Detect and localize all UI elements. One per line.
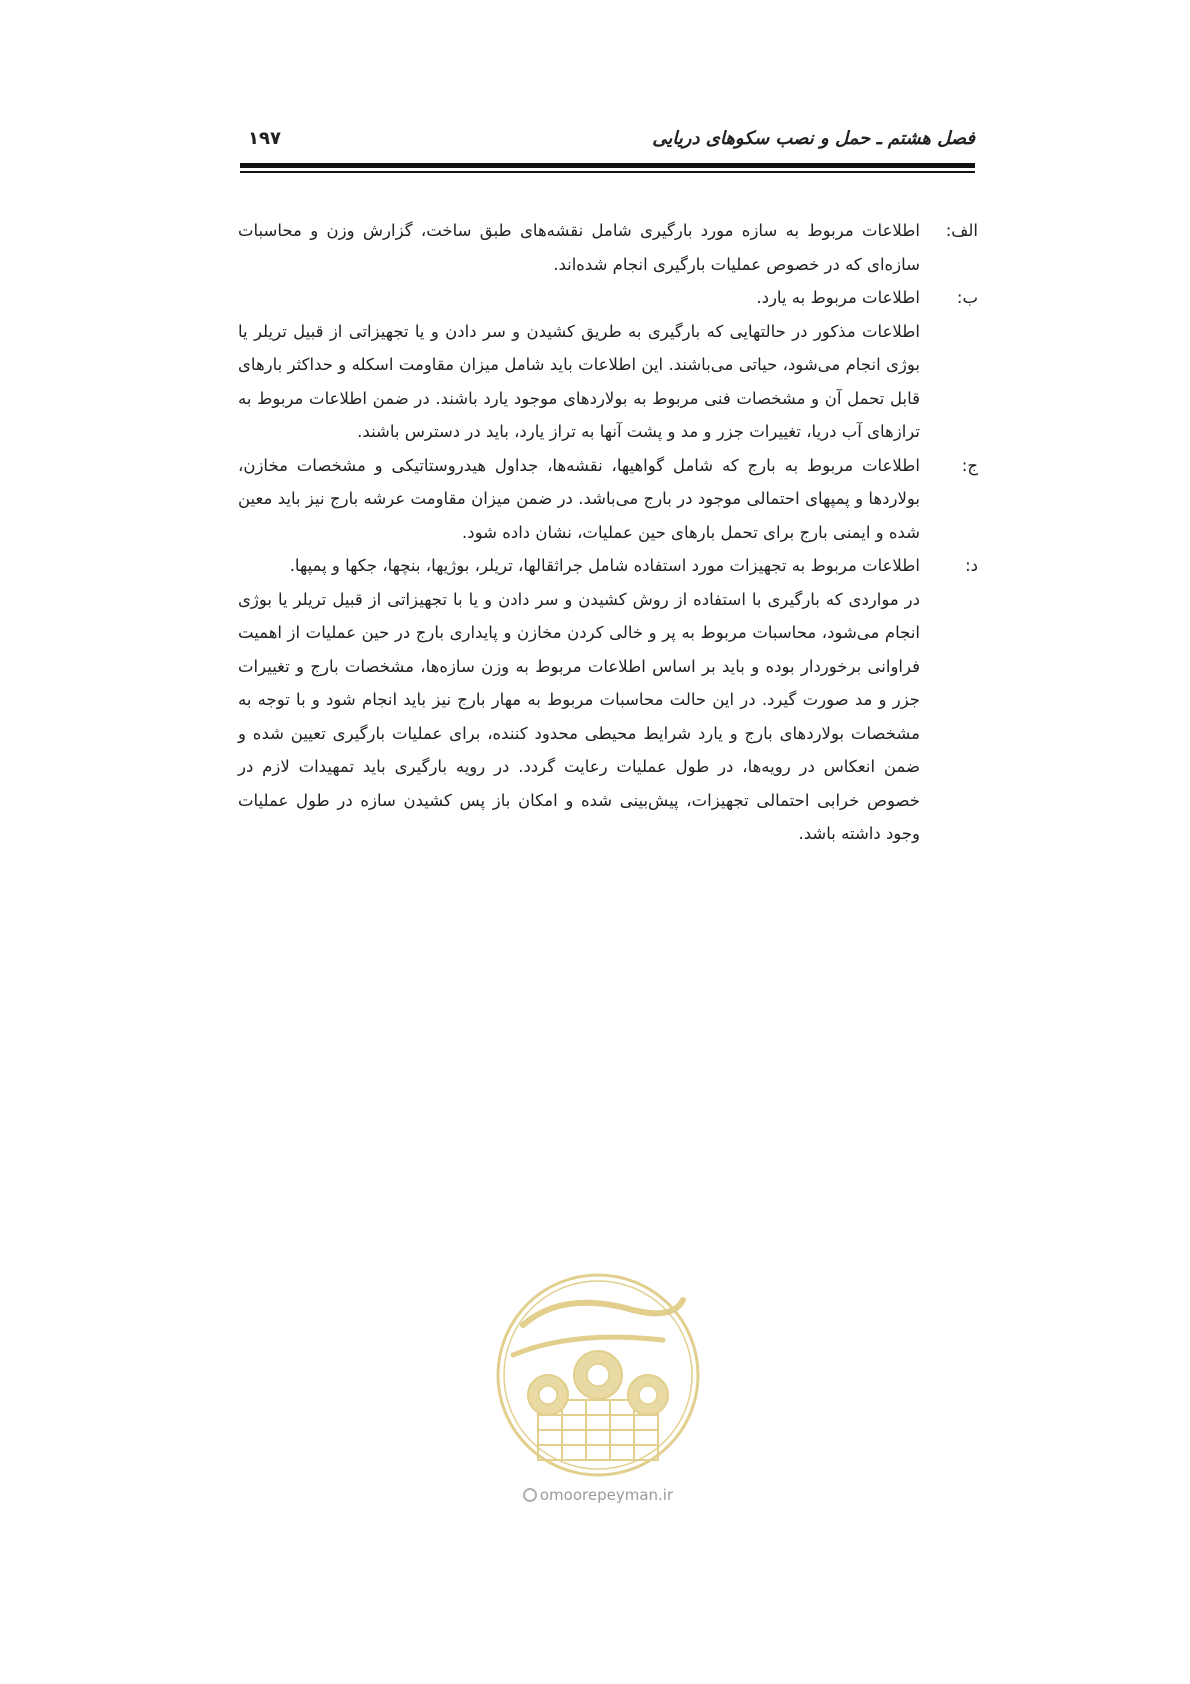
item-text: اطلاعات مربوط به سازه مورد بارگیری شامل نقشه‌های طبق ساخت، گزارش وزن و محاسبات سازه‌ای که در خصوص عملیات بارگیری انجام شده‌اند.	[238, 221, 920, 274]
at-icon	[523, 1488, 537, 1502]
watermark-logo	[483, 1270, 713, 1480]
item-label: ج:	[961, 455, 978, 475]
item-text: اطلاعات مربوط به بارج که شامل گواهیها، نقشه‌ها، جداول هیدروستاتیکی و مشخصات مخازن، بولاردها و پمپهای احتمالی موجود در بارج می‌باشد. در ضمن میزان مقاومت عرشه بارج نیز باید معین شده و ایمنی بارج برای تحمل بارهای حین عملیات، نشان داده شود.	[238, 455, 920, 542]
chapter-title: فصل هشتم ـ حمل و نصب سکوهای دریایی	[652, 128, 975, 149]
page-number: ۱۹۷	[248, 128, 281, 149]
body-text	[238, 214, 978, 851]
list-item-jim	[238, 449, 978, 550]
item-label: ب:	[956, 288, 978, 307]
page-header	[240, 128, 975, 158]
website-text: omoorepeyman.ir	[539, 1486, 674, 1504]
list-item-be	[238, 281, 978, 315]
paragraph-loadout-calcs: در مواردی که بارگیری با استفاده از روش کشیدن و سر دادن و یا با تجهیزاتی از قبیل تریلر یا بوژی انجام می‌شود، محاسبات مربوط به پر و خالی کردن مخازن و پایداری بارج در حین عملیات از اهمیت فراوانی برخوردار بوده و باید بر اساس اطلاعات مربوط به وزن سازه‌ها، مشخصات بارج و تغییرات جزر و مد صورت گیرد. در این حالت محاسبات مربوط به مهار بارج نیز باید انجام شود و با توجه به مشخصات بولاردهای بارج و یارد شرایط محیطی محدود کننده، برای عملیات بارگیری تعیین شده و ضمن انعکاس در رویه‌ها، در طول عملیات رعایت گردد. در رویه بارگیری باید تمهیدات لازم در خصوص خرابی احتمالی تجهیزات، پیش‌بینی شده و امکان باز پس کشیدن سازه در طول عملیات وجود داشته باشد.	[238, 589, 920, 843]
item-label: د:	[965, 556, 978, 575]
header-rule-thin	[240, 171, 975, 173]
item-label: الف:	[945, 221, 978, 240]
header-rule-thick	[240, 163, 975, 168]
item-text: اطلاعات مربوط به تجهیزات مورد استفاده شامل جراثقالها، تریلر، بوژیها، بنچها، جکها و پمپها.	[289, 556, 920, 575]
list-item-alef	[238, 214, 978, 281]
paragraph-yard-info: اطلاعات مذکور در حالتهایی که بارگیری به طریق کشیدن و سر دادن و یا تجهیزاتی از قبیل تریلر یا بوژی انجام می‌شود، حیاتی می‌باشند. این اطلاعات باید شامل میزان مقاومت اسکله و حداکثر بارهای قابل تحمل آن و مشخصات فنی مربوط به بولاردهای موجود یارد باشند. در ضمن اطلاعات مربوط به ترازهای آب دریا، تغییرات جزر و مد و پشت آنها به تراز یارد، باید در دسترس باشند.	[238, 321, 920, 441]
watermark-website	[483, 1486, 713, 1504]
item-text: اطلاعات مربوط به یارد.	[756, 288, 920, 307]
list-item-dal	[238, 549, 978, 583]
